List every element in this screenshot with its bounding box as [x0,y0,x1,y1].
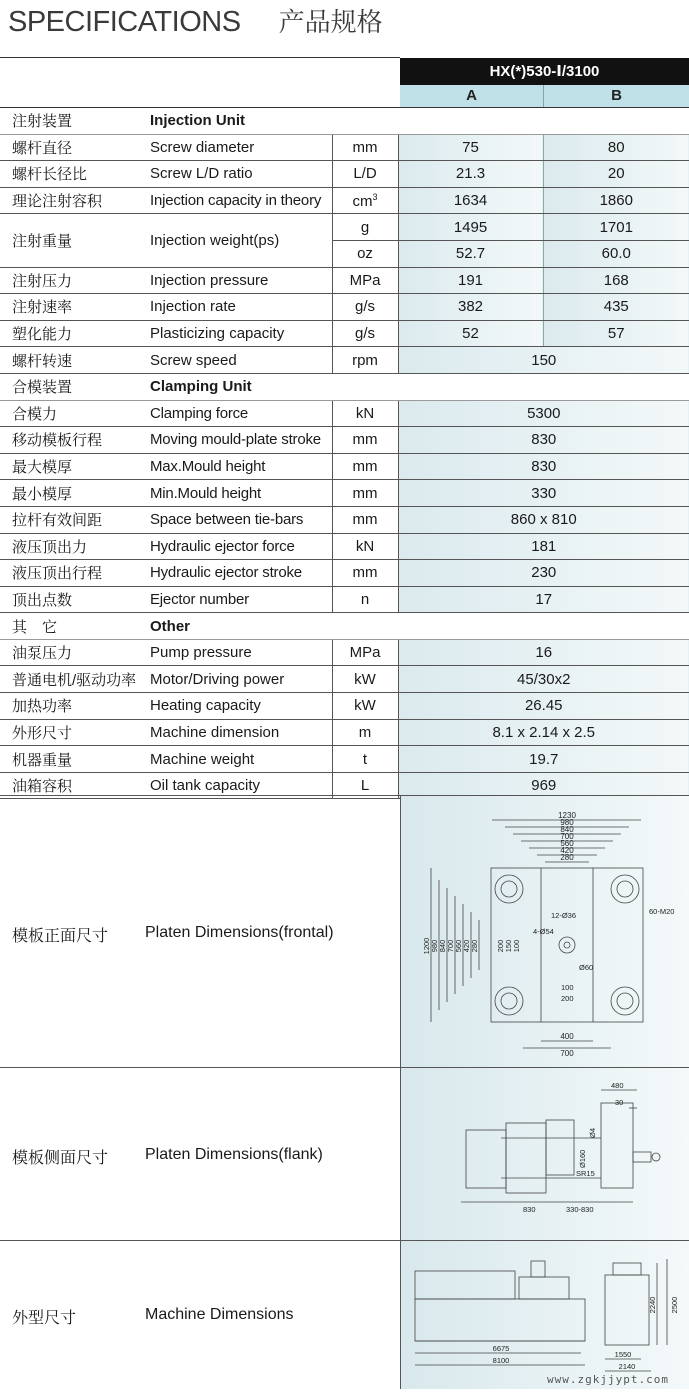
spec-unit [332,320,398,347]
spec-label-cn: 螺杆直径 [0,134,142,161]
spec-value-a: 1495 [398,214,543,241]
spec-unit [332,533,398,560]
spec-label-cn: 注射速率 [0,294,142,321]
watermark: www.zgkjjypt.com [547,1373,669,1386]
spec-row [0,719,689,746]
section-title-cn: 合模装置 [0,373,142,400]
machine-outline-drawing [401,1241,689,1389]
callout-holes-54: 4-Ø54 [533,927,554,936]
spec-row [0,533,689,560]
spec-label-cn: 注射重量 [0,214,142,267]
dim-top-5: 560 [560,839,574,848]
unit-text: mm [352,511,378,529]
unit-text: L/D [353,165,377,183]
spec-unit [332,400,398,427]
spec-value: 969 [398,772,689,799]
flank-label-en: Platen Dimensions(flank) [145,1146,323,1163]
section-title-en: Other [142,613,689,640]
dim-top-4: 700 [560,832,574,841]
unit-text: kW [354,670,376,688]
spec-row [0,294,689,321]
spec-value-b: 435 [543,294,689,321]
dim-top-1: 1230 [558,811,576,820]
section-row [0,373,689,400]
dim-left-7: 280 [470,939,479,953]
flank-diagram [400,1068,689,1241]
unit-text: n [360,590,370,608]
spec-unit [332,214,398,241]
model-header: HX(*)530-Ⅰ/3100 [400,58,689,85]
dim-left-10: 100 [512,939,521,953]
spec-label-cn: 拉杆有效间距 [0,506,142,533]
spec-value-a: 21.3 [398,161,543,188]
machine-label-cn: 外型尺寸 [12,1310,77,1327]
spec-value: 860 x 810 [398,506,689,533]
spec-value: 8.1 x 2.14 x 2.5 [398,719,689,746]
dim-bottom-2: 700 [560,1049,574,1058]
unit-text: mm [352,458,378,476]
spec-row [0,267,689,294]
flank-dim-stroke: 330-830 [566,1205,594,1214]
dim-left-8: 200 [496,939,505,953]
spec-unit [332,506,398,533]
spec-value: 830 [398,453,689,480]
flank-platen-drawing [401,1068,689,1241]
spec-label-cn: 加热功率 [0,693,142,720]
spec-value: 150 [398,347,689,374]
spec-value-b: 60.0 [543,240,689,267]
machine-dim-2500: 2500 [670,1296,679,1314]
flank-dim-30: 30 [615,1098,624,1107]
spec-row [0,746,689,773]
section-title-cn: 注射装置 [0,108,142,134]
spec-value: 19.7 [398,746,689,773]
spec-row [0,400,689,427]
unit-text: MPa [349,271,381,289]
spec-value-a: 52.7 [398,240,543,267]
spec-label-en: Heating capacity [142,693,332,720]
spec-value-b: 20 [543,161,689,188]
dim-left-1: 1200 [422,937,431,955]
unit-text: rpm [352,351,378,369]
section-title-cn: 其 它 [0,613,142,640]
spec-row [0,666,689,693]
callout-100: 100 [561,983,574,992]
spec-label-cn: 塑化能力 [0,320,142,347]
callout-m20: 60-M20 [649,907,675,916]
spec-value-b: 57 [543,320,689,347]
spec-label-en: Min.Mould height [142,480,332,507]
unit-text: mm [352,138,378,156]
section-title-en: Injection Unit [142,108,689,134]
spec-value: 181 [398,533,689,560]
dim-left-9: 150 [504,939,513,953]
spec-unit [332,453,398,480]
unit-text: mm [352,564,378,582]
dim-left-5: 560 [454,939,463,953]
spec-label-en: Screw speed [142,347,332,374]
spec-unit [332,134,398,161]
dim-top-7: 280 [560,853,574,862]
spec-value: 330 [398,480,689,507]
spec-label-cn: 机器重量 [0,746,142,773]
spec-label-cn: 移动模板行程 [0,427,142,454]
spec-unit [332,267,398,294]
frontal-label-cn: 模板正面尺寸 [12,928,109,945]
section-row [0,613,689,640]
spec-value: 230 [398,560,689,587]
machine-diagram [400,1241,689,1389]
spec-row [0,639,689,666]
spec-label-cn: 外形尺寸 [0,719,142,746]
spec-label-en: Ejector number [142,586,332,613]
spec-label-en: Injection capacity in theory [142,187,332,214]
spec-row [0,453,689,480]
section-row [0,108,689,134]
dim-left-4: 700 [446,939,455,953]
spec-label-en: Space between tie-bars [142,506,332,533]
machine-label-en: Machine Dimensions [145,1306,294,1323]
spec-label-en: Injection weight(ps) [142,214,332,267]
title-english: SPECIFICATIONS [8,6,241,38]
spec-label-en: Hydraulic ejector force [142,533,332,560]
unit-text: mm [352,431,378,449]
dim-top-6: 420 [560,846,574,855]
diagram-row-flank [0,1067,689,1241]
spec-unit [332,560,398,587]
callout-holes-36: 12-Ø36 [551,911,577,920]
spec-label-en: Machine dimension [142,719,332,746]
spec-label-cn: 液压顶出力 [0,533,142,560]
spec-row [0,586,689,613]
unit-text: MPa [349,644,381,662]
spec-unit [332,746,398,773]
spec-unit [332,480,398,507]
spec-unit [332,586,398,613]
column-header-a: A [400,85,544,107]
spec-row [0,480,689,507]
unit-text: g/s [354,298,375,316]
spec-value-b: 168 [543,267,689,294]
spec-label-cn: 螺杆转速 [0,347,142,374]
spec-row [0,187,689,214]
title-chinese: 产品规格 [278,7,383,37]
flank-label-cn: 模板侧面尺寸 [12,1150,109,1167]
spec-label-en: Hydraulic ejector stroke [142,560,332,587]
dim-left-2: 980 [430,939,439,953]
spec-label-en: Injection pressure [142,267,332,294]
spec-unit [332,719,398,746]
frontal-label-en: Platen Dimensions(frontal) [145,924,334,941]
unit-superscript: 3 [372,191,378,202]
spec-row [0,320,689,347]
callout-center-60: Ø60 [579,963,594,972]
spec-row [0,506,689,533]
spec-label-cn: 注射压力 [0,267,142,294]
diagram-row-frontal [0,795,689,1068]
unit-text: t [362,750,368,768]
page-title [8,2,383,40]
spec-unit [332,639,398,666]
spec-label-en: Pump pressure [142,639,332,666]
unit-text: mm [352,484,378,502]
spec-row [0,560,689,587]
spec-table [0,108,689,799]
spec-label-cn: 普通电机/驱动功率 [0,666,142,693]
spec-unit [332,187,398,214]
machine-dim-8100: 8100 [492,1356,510,1365]
machine-dim-1550: 1550 [614,1350,632,1359]
spec-value: 16 [398,639,689,666]
frontal-diagram [400,796,689,1068]
spec-row [0,134,689,161]
spec-row [0,347,689,374]
dim-top-3: 840 [560,825,574,834]
flank-dim-sr15: SR15 [576,1169,595,1178]
spec-label-cn: 最小模厚 [0,480,142,507]
spec-label-cn: 理论注射容积 [0,187,142,214]
spec-unit [332,294,398,321]
spec-value: 26.45 [398,693,689,720]
spec-row [0,161,689,188]
machine-dim-6675: 6675 [492,1344,510,1353]
spec-value-b: 80 [543,134,689,161]
spec-label-en: Injection rate [142,294,332,321]
spec-value-a: 75 [398,134,543,161]
callout-200: 200 [561,994,574,1003]
spec-label-cn: 合模力 [0,400,142,427]
header-rule [0,57,400,58]
unit-text: kW [354,697,376,715]
spec-label-en: Moving mould-plate stroke [142,427,332,454]
spec-unit [332,427,398,454]
unit-text: m [358,723,372,741]
machine-dim-2140: 2140 [618,1362,636,1371]
spec-unit [332,161,398,188]
spec-label-cn: 液压顶出行程 [0,560,142,587]
spec-value-b: 1860 [543,187,689,214]
spec-label-cn: 螺杆长径比 [0,161,142,188]
spec-value-a: 52 [398,320,543,347]
spec-unit [332,693,398,720]
diagram-row-machine [0,1240,689,1389]
spec-value: 45/30x2 [398,666,689,693]
spec-label-en: Screw diameter [142,134,332,161]
unit-text: g [360,218,370,236]
dim-top-2: 980 [560,818,574,827]
spec-label-en: Max.Mould height [142,453,332,480]
unit-text: cm [352,192,373,210]
dim-bottom-1: 400 [560,1032,574,1041]
unit-text: g/s [354,325,375,343]
spec-value: 830 [398,427,689,454]
flank-dim-480: 480 [611,1081,624,1090]
frontal-platen-drawing [401,796,689,1068]
machine-dim-2240: 2240 [648,1296,657,1314]
spec-value-b: 1701 [543,214,689,241]
spec-unit [332,666,398,693]
column-header-b: B [544,85,689,107]
spec-label-cn: 最大模厚 [0,453,142,480]
spec-label-en: Machine weight [142,746,332,773]
spec-row [0,693,689,720]
spec-row [0,214,689,241]
spec-label-en: Screw L/D ratio [142,161,332,188]
spec-unit: oz [332,240,398,267]
spec-label-cn: 顶出点数 [0,586,142,613]
spec-value-a: 191 [398,267,543,294]
spec-value: 5300 [398,400,689,427]
spec-value-a: 1634 [398,187,543,214]
flank-dim-d160: Ø160 [578,1149,587,1168]
section-title-en: Clamping Unit [142,373,689,400]
spec-value: 17 [398,586,689,613]
spec-unit [332,347,398,374]
unit-text: kN [355,404,375,422]
unit-text: L [360,777,370,795]
dim-left-3: 840 [438,939,447,953]
spec-label-cn: 油泵压力 [0,639,142,666]
spec-row [0,427,689,454]
spec-label-en: Clamping force [142,400,332,427]
flank-dim-d4: Ø4 [588,1127,597,1138]
dim-left-6: 420 [462,939,471,953]
flank-dim-830: 830 [523,1205,536,1214]
diagram-section [0,795,689,1388]
spec-label-en: Motor/Driving power [142,666,332,693]
spec-value-a: 382 [398,294,543,321]
spec-label-en: Oil tank capacity [142,772,332,799]
spec-label-cn: 油箱容积 [0,772,142,799]
unit-text: kN [355,537,375,555]
spec-label-en: Plasticizing capacity [142,320,332,347]
